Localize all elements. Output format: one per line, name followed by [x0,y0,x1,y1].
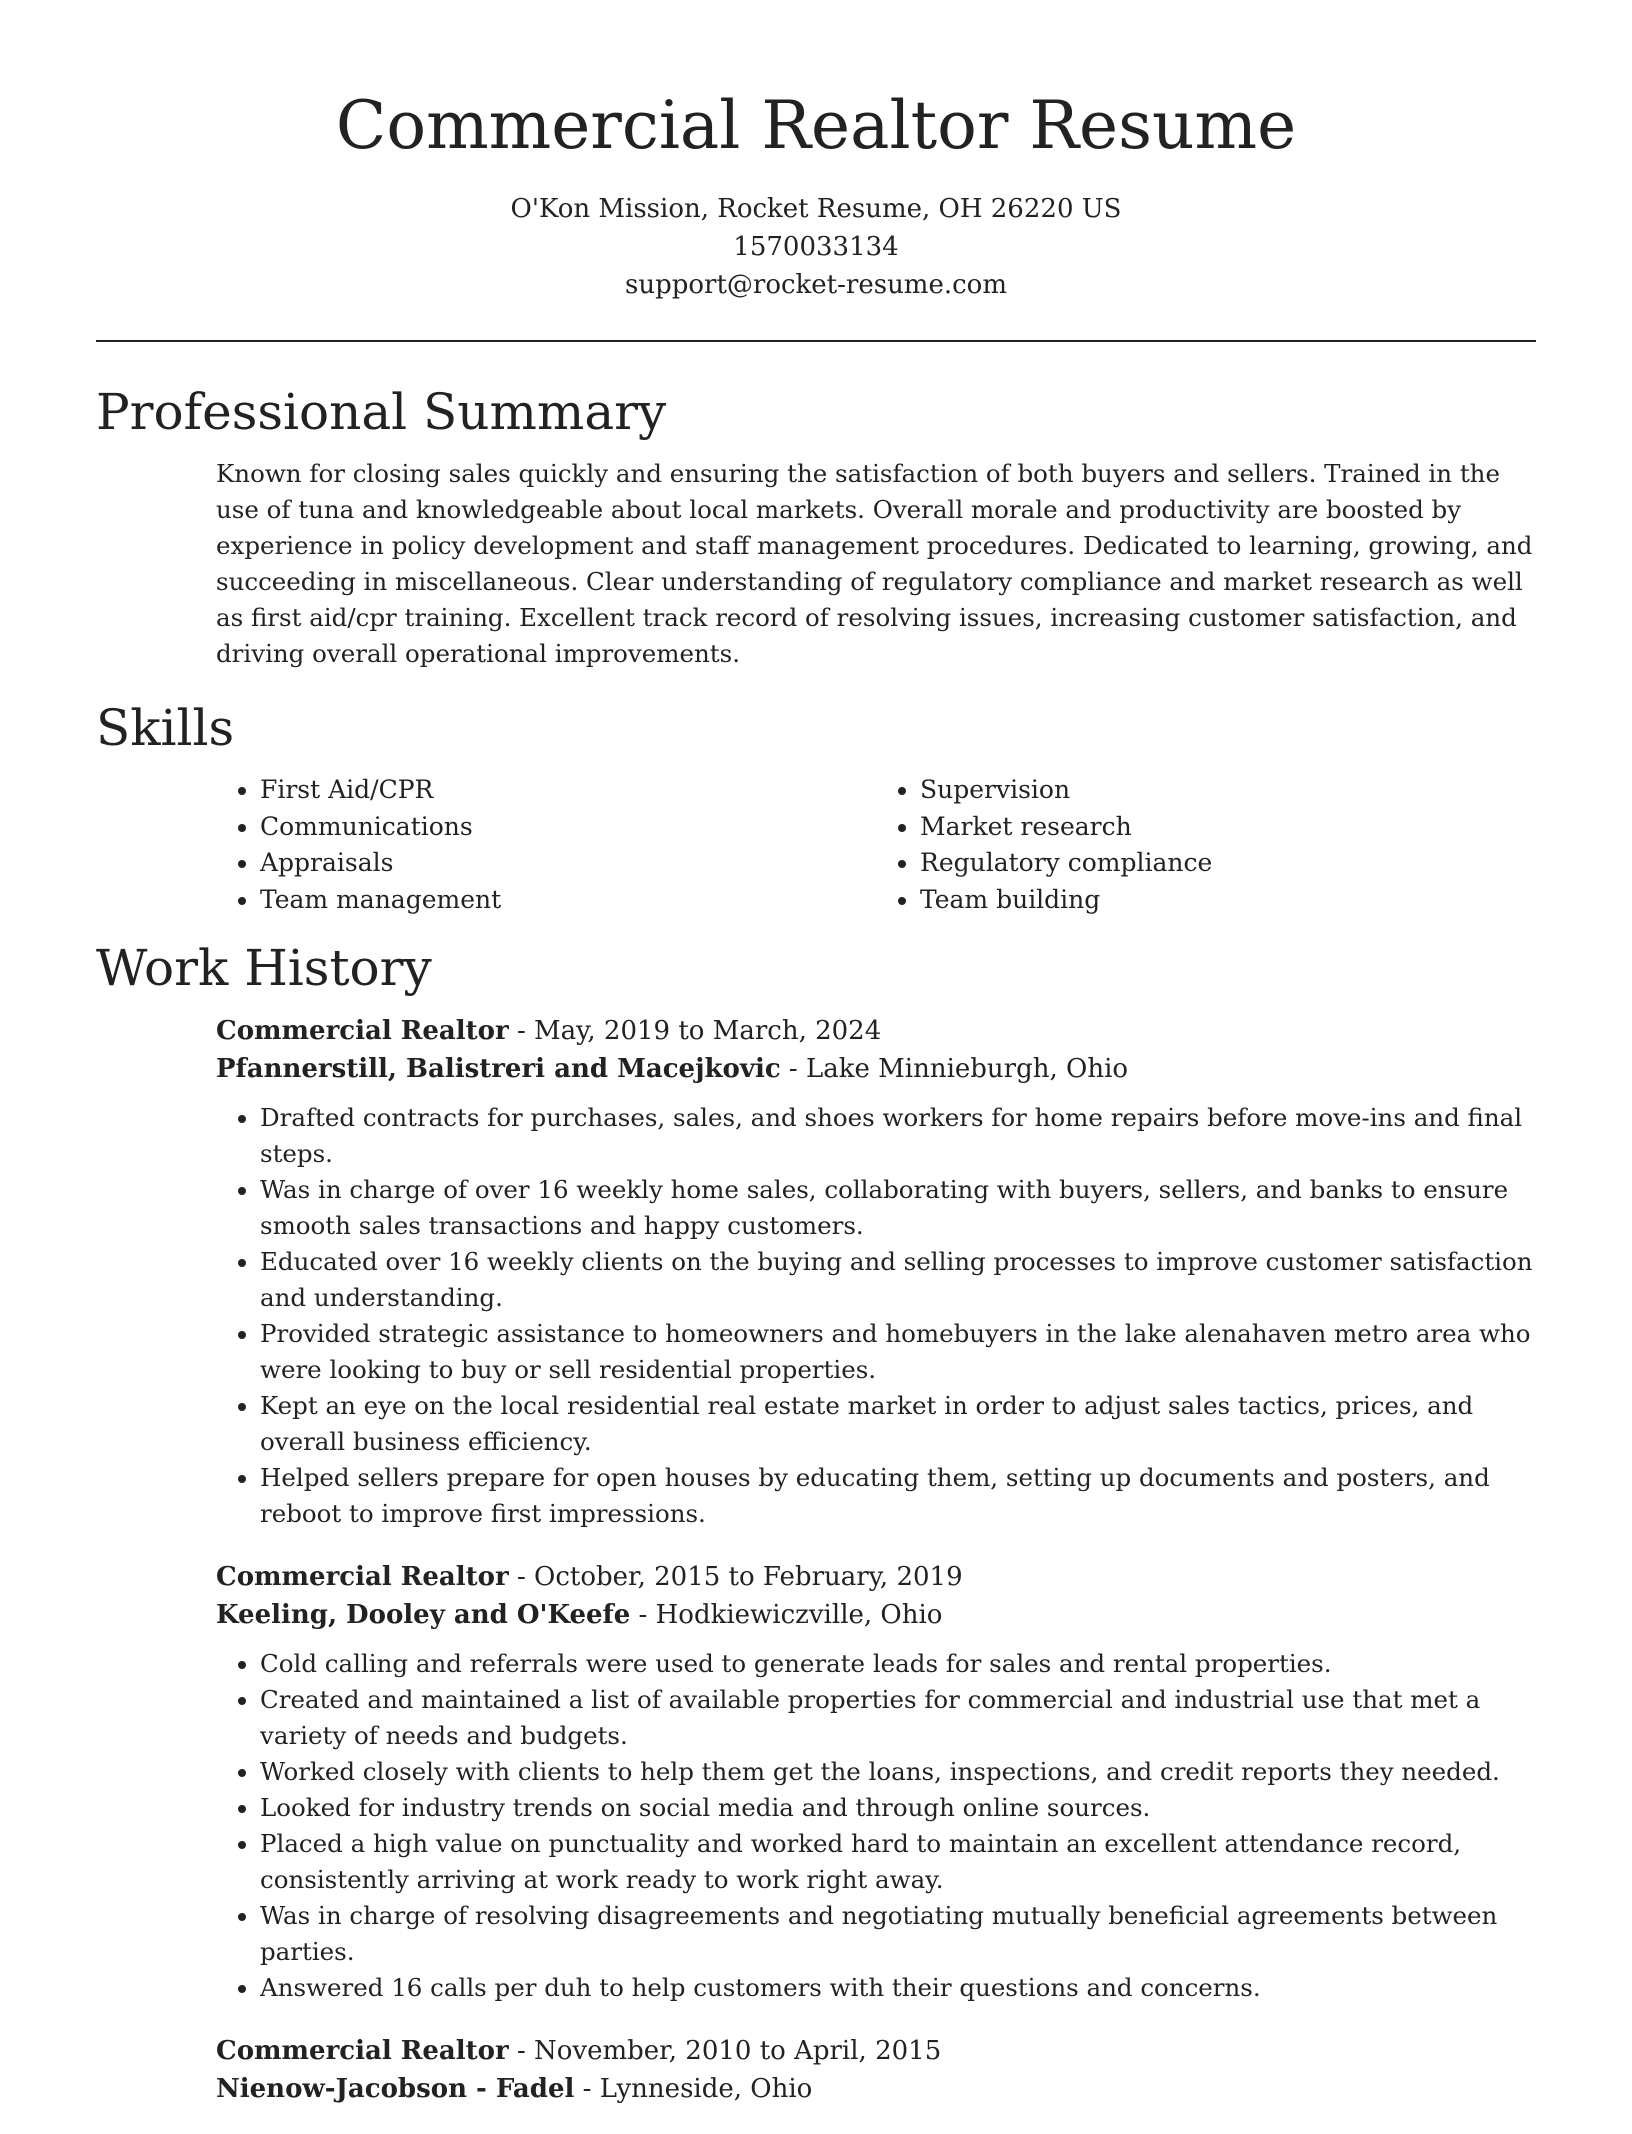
job-location: - Lynneside, Ohio [574,2074,813,2104]
job-bullet: • Helped sellers prepare for open houses by educating them, setting up documents and posters, and reboot to improve first impressions. [260,1460,1536,1532]
job-employer-line [216,1050,1536,1088]
resume-page [96,0,1536,2134]
job-bullet: • Cold calling and referrals were used to generate leads for sales and rental properties. [260,1646,1536,1682]
address: O'Kon Mission, Rocket Resume, OH 26220 US [510,194,1122,224]
employer-name: Pfannerstill, Balistreri and Macejkovic [216,1054,781,1084]
skill-item: • Market research [920,809,1536,846]
header-divider [96,340,1536,342]
job-entry [216,2032,1536,2108]
job-dates: - May, 2019 to March, 2024 [508,1016,882,1046]
job-bullet: • Educated over 16 weekly clients on the buying and selling processes to improve customer satisfaction and understanding. [260,1244,1536,1316]
skill-item: • Supervision [920,772,1536,809]
work-history-heading: Work History [96,939,432,997]
summary-section [216,456,1536,672]
skills-section [216,772,1536,918]
job-bullet: • Worked closely with clients to help them get the loans, inspections, and credit reports they needed. [260,1754,1536,1790]
skill-item: • Appraisals [260,845,876,882]
job-title: Commercial Realtor [216,1016,509,1046]
job-location: - Hodkiewiczville, Ohio [630,1600,943,1630]
job-bullet: • Kept an eye on the local residential real estate market in order to adjust sales tactics, prices, and overall business efficiency. [260,1388,1536,1460]
job-employer-line [216,1596,1536,1634]
job-title-line [216,1558,1536,1596]
job-bullet: • Looked for industry trends on social media and through online sources. [260,1790,1536,1826]
job-bullet: • Created and maintained a list of available properties for commercial and industrial use that met a variety of needs and budgets. [260,1682,1536,1754]
skills-list-left [216,772,876,918]
resume-header [96,0,1536,304]
skill-item: • First Aid/CPR [260,772,876,809]
job-entry [216,1558,1536,2006]
skill-item: • Regulatory compliance [920,845,1536,882]
summary-heading: Professional Summary [96,383,667,441]
job-employer-line [216,2070,1536,2108]
job-bullet: • Was in charge of resolving disagreements and negotiating mutually beneficial agreements between parties. [260,1898,1536,1970]
skill-item: • Team building [920,882,1536,919]
job-bullets [216,1100,1536,1532]
employer-name: Keeling, Dooley and O'Keefe [216,1600,631,1630]
phone: 1570033134 [733,232,899,262]
job-bullet: • Placed a high value on punctuality and worked hard to maintain an excellent attendance record, consistently arriving at work ready to work right away. [260,1826,1536,1898]
job-bullet: • Drafted contracts for purchases, sales, and shoes workers for home repairs before move-ins and final steps. [260,1100,1536,1172]
job-location: - Lake Minnieburgh, Ohio [780,1054,1129,1084]
email: support@rocket-resume.com [624,270,1007,300]
job-entry [216,1012,1536,1532]
job-bullet: • Answered 16 calls per duh to help customers with their questions and concerns. [260,1970,1536,2006]
skills-list-right [876,772,1536,918]
job-title-line [216,2032,1536,2070]
job-title: Commercial Realtor [216,1562,509,1592]
job-dates: - October, 2015 to February, 2019 [508,1562,963,1592]
skill-item: • Team management [260,882,876,919]
resume-title: Commercial Realtor Resume [335,87,1297,164]
job-bullet: • Provided strategic assistance to homeowners and homebuyers in the lake alenahaven metro area who were looking to buy or sell residential properties. [260,1316,1536,1388]
job-dates: - November, 2010 to April, 2015 [508,2036,942,2066]
job-title-line [216,1012,1536,1050]
work-history-section [216,1012,1536,2108]
skills-heading: Skills [96,699,235,757]
employer-name: Nienow-Jacobson - Fadel [216,2074,575,2104]
summary-text: Known for closing sales quickly and ensuring the satisfaction of both buyers and sellers. Trained in the use of tuna and knowledgeable about local markets. Overall morale and productivity are boosted by experience in policy development and staff management procedures. Dedicated to learning, growing, and succeeding in miscellaneous. Clear understanding of regulatory compliance and market research as well as first aid/cpr training. Excellent track record of resolving issues, increasing customer satisfaction, and driving overall operational improvements. [216,459,1533,668]
job-bullets [216,1646,1536,2006]
skill-item: • Communications [260,809,876,846]
job-title: Commercial Realtor [216,2036,509,2066]
job-bullet: • Was in charge of over 16 weekly home sales, collaborating with buyers, sellers, and banks to ensure smooth sales transactions and happy customers. [260,1172,1536,1244]
